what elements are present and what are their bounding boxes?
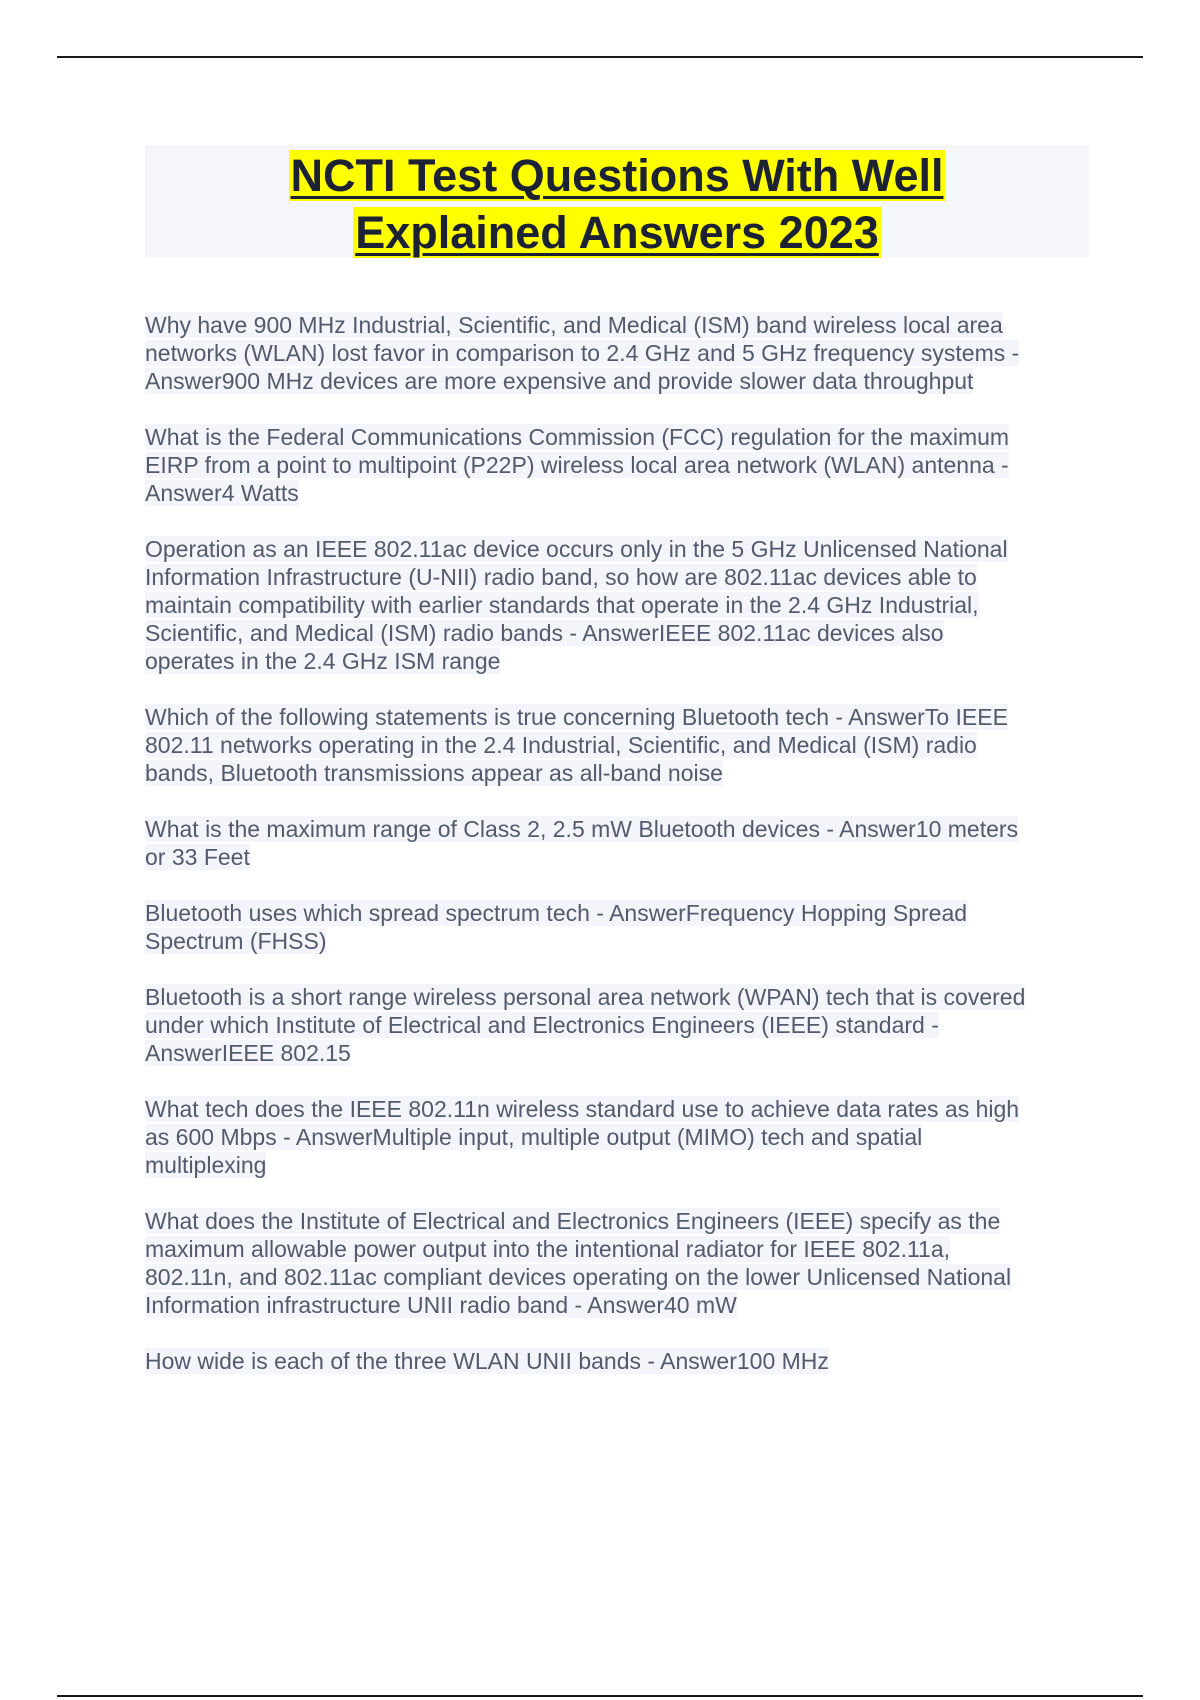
footer-rule [57, 1695, 1143, 1697]
qa-line [145, 843, 1080, 871]
qa-line-text: Spectrum (FHSS) [145, 928, 327, 954]
qa-line [145, 1291, 1080, 1319]
qa-line-text: 802.11n, and 802.11ac compliant devices operating on the lower Unlicensed National [145, 1264, 1012, 1290]
qa-line-text: EIRP from a point to multipoint (P22P) wireless local area network (WLAN) antenna - [145, 452, 1009, 478]
qa-line [145, 563, 1080, 591]
qa-item [145, 1095, 1080, 1179]
qa-line [145, 647, 1080, 675]
qa-line-text: Answer900 MHz devices are more expensive and provide slower data throughput [145, 368, 974, 394]
qa-line [145, 339, 1080, 367]
qa-line-text: networks (WLAN) lost favor in comparison to 2.4 GHz and 5 GHz frequency systems - [145, 340, 1020, 366]
qa-line-text: Bluetooth is a short range wireless personal area network (WPAN) tech that is covered [145, 984, 1026, 1010]
qa-line-text: 802.11 networks operating in the 2.4 Industrial, Scientific, and Medical (ISM) radio [145, 732, 977, 758]
qa-line [145, 1151, 1080, 1179]
qa-line-text: Why have 900 MHz Industrial, Scientific, and Medical (ISM) band wireless local area [145, 312, 1003, 338]
qa-line-text: Bluetooth uses which spread spectrum tech - AnswerFrequency Hopping Spread [145, 900, 968, 926]
qa-line [145, 759, 1080, 787]
qa-item [145, 1347, 1080, 1375]
qa-line [145, 619, 1080, 647]
title-line-2: Explained Answers 2023 [355, 207, 879, 258]
title-block [145, 145, 1089, 257]
qa-line [145, 479, 1080, 507]
qa-line-text: How wide is each of the three WLAN UNII bands - Answer100 MHz [145, 1348, 829, 1374]
qa-line-text: Information infrastructure UNII radio band - Answer40 mW [145, 1292, 737, 1318]
qa-line [145, 591, 1080, 619]
title-line-1: NCTI Test Questions With Well [290, 150, 944, 201]
qa-line [145, 423, 1080, 451]
qa-item [145, 1207, 1080, 1319]
qa-item [145, 535, 1080, 675]
qa-item [145, 983, 1080, 1067]
qa-line [145, 815, 1080, 843]
qa-line [145, 1123, 1080, 1151]
qa-line-text: What tech does the IEEE 802.11n wireless standard use to achieve data rates as high [145, 1096, 1020, 1122]
qa-line [145, 899, 1080, 927]
qa-line [145, 983, 1080, 1011]
qa-line [145, 1263, 1080, 1291]
document-title [145, 145, 1089, 261]
qa-line-text: operates in the 2.4 GHz ISM range [145, 648, 501, 674]
qa-line-text: Scientific, and Medical (ISM) radio bands - AnswerIEEE 802.11ac devices also [145, 620, 944, 646]
qa-line [145, 731, 1080, 759]
qa-line-text: as 600 Mbps - AnswerMultiple input, multiple output (MIMO) tech and spatial [145, 1124, 923, 1150]
qa-line [145, 927, 1080, 955]
qa-line-text: bands, Bluetooth transmissions appear as all-band noise [145, 760, 723, 786]
qa-item [145, 311, 1080, 395]
qa-line-text: under which Institute of Electrical and Electronics Engineers (IEEE) standard - [145, 1012, 939, 1038]
qa-item [145, 899, 1080, 955]
header-rule [57, 56, 1143, 58]
qa-line-text: AnswerIEEE 802.15 [145, 1040, 351, 1066]
qa-line [145, 1235, 1080, 1263]
qa-line [145, 1095, 1080, 1123]
qa-line [145, 451, 1080, 479]
qa-line [145, 1011, 1080, 1039]
qa-line-text: maximum allowable power output into the intentional radiator for IEEE 802.11a, [145, 1236, 951, 1262]
qa-line-text: maintain compatibility with earlier standards that operate in the 2.4 GHz Industrial, [145, 592, 979, 618]
qa-line [145, 535, 1080, 563]
qa-item [145, 423, 1080, 507]
qa-line-text: What does the Institute of Electrical and Electronics Engineers (IEEE) specify as the [145, 1208, 1001, 1234]
qa-line-text: Which of the following statements is true concerning Bluetooth tech - AnswerTo IEEE [145, 704, 1008, 730]
qa-line-text: or 33 Feet [145, 844, 250, 870]
qa-line-text: multiplexing [145, 1152, 267, 1178]
qa-line [145, 311, 1080, 339]
qa-line [145, 1039, 1080, 1067]
qa-line [145, 703, 1080, 731]
qa-line-text: Answer4 Watts [145, 480, 299, 506]
qa-line [145, 1207, 1080, 1235]
qa-line-text: What is the maximum range of Class 2, 2.5 mW Bluetooth devices - Answer10 meters [145, 816, 1019, 842]
qa-item [145, 703, 1080, 787]
qa-line-text: What is the Federal Communications Commission (FCC) regulation for the maximum [145, 424, 1010, 450]
qa-line-text: Operation as an IEEE 802.11ac device occurs only in the 5 GHz Unlicensed National [145, 536, 1008, 562]
qa-line-text: Information Infrastructure (U-NII) radio band, so how are 802.11ac devices able to [145, 564, 977, 590]
qa-item [145, 815, 1080, 871]
question-answer-list [145, 311, 1080, 1403]
qa-line [145, 1347, 1080, 1375]
qa-line [145, 367, 1080, 395]
